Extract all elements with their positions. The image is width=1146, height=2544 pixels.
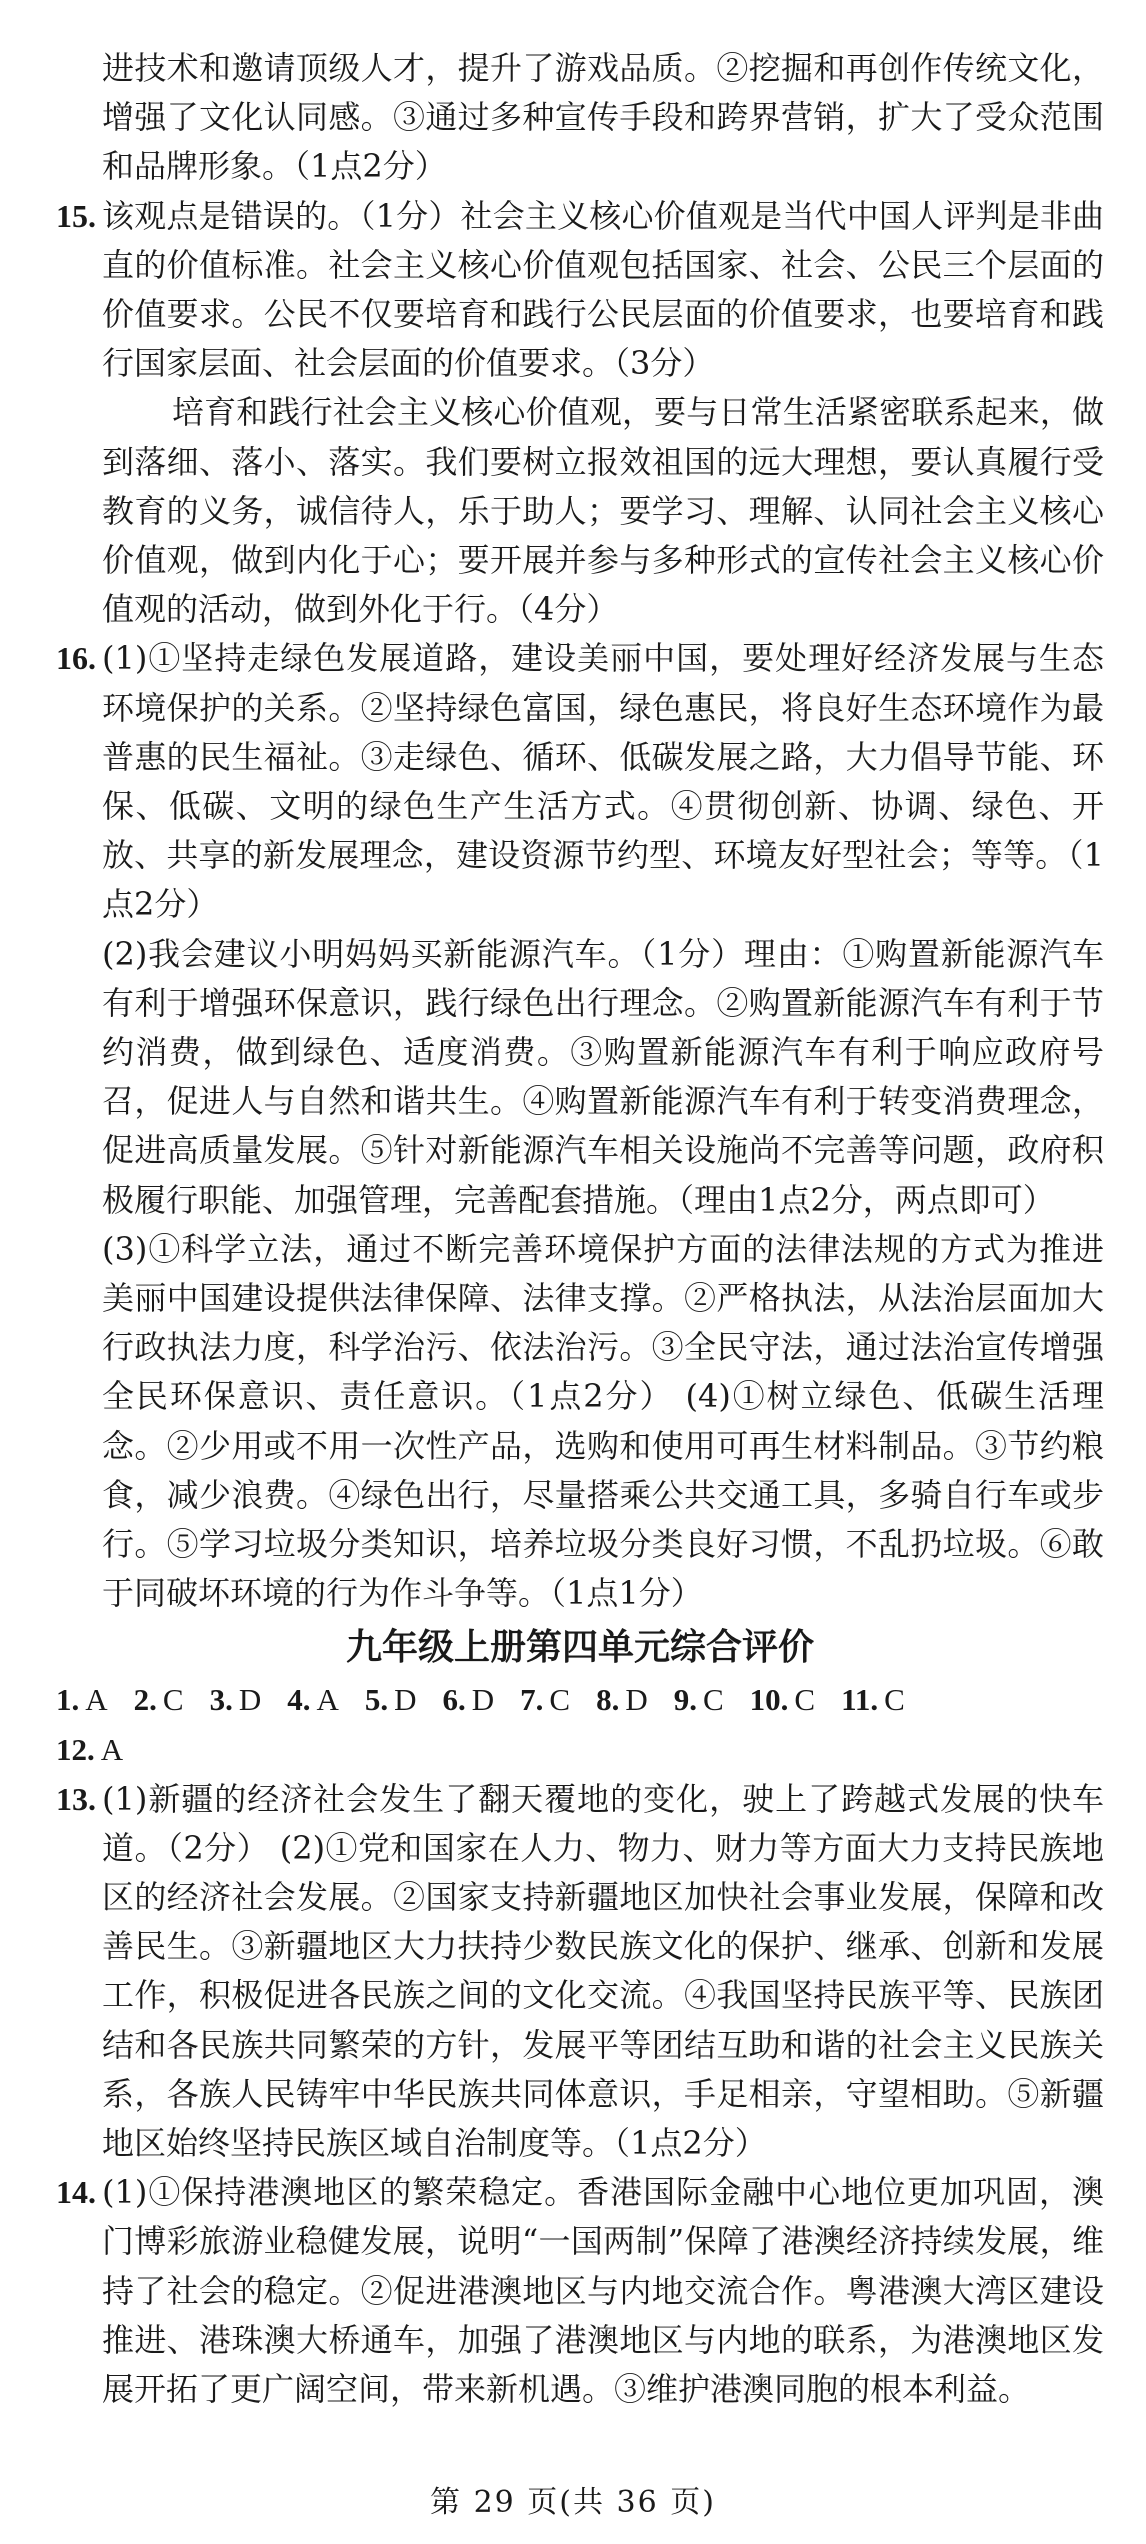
question-number: 16. xyxy=(56,640,96,677)
question-number: 14. xyxy=(56,2174,96,2211)
section-title: 九年级上册第四单元综合评价 xyxy=(345,1626,814,1668)
choice-answer: 6. D xyxy=(442,1681,495,1717)
question-14 xyxy=(56,2168,1104,2414)
choice-answers-row-2 xyxy=(56,1725,1104,1775)
q14-text: (1)①保持港澳地区的繁荣稳定。香港国际金融中心地位更加巩固，澳门博彩旅游业稳健发展，说明“一国两制”保障了港澳经济持续发展，维持了社会的稳定。②促进港澳地区与内地交流合作。粤港澳大湾区建设推进、港珠澳大桥通车，加强了港澳地区与内地的联系，为港澳地区发展开拓了更广阔空间，带来新机遇。③维护港澳同胞的根本利益。 xyxy=(102,2173,1104,2408)
question-16 xyxy=(56,634,1104,1618)
choice-answer: 2. C xyxy=(133,1681,184,1717)
choice-answer: 12. A xyxy=(56,1731,124,1767)
choice-answer: 5. D xyxy=(364,1681,417,1717)
q14-prev-continuation: 进技术和邀请顶级人才，提升了游戏品质。②挖掘和再创作传统文化，增强了文化认同感。③通过多种宣传手段和跨界营销，扩大了受众范围和品牌形象。（1点2分） xyxy=(102,49,1104,186)
q16-part-3: (3)①科学立法，通过不断完善环境保护方面的法律法规的方式为推进美丽中国建设提供法律保障、法律支撑。②严格执法，从法治层面加大行政执法力度，科学治污、依法治污。③全民守法，通过法治宣传增强全民环保意识、责任意识。（1点2分） (4)①树立绿色、低碳生活理念。②少用或不用一次性产品，选购和使用可再生材料制品。③节约粮食，减少浪费。④绿色出行，尽量搭乘公共交通工具，多骑自行车或步行。⑤学习垃圾分类知识，培养垃圾分类良好习惯，不乱扔垃圾。⑥敢于同破坏环境的行为作斗争等。（1点1分） xyxy=(102,1229,1104,1613)
question-16-body xyxy=(102,634,1104,1618)
choice-answers-row-1 xyxy=(56,1675,1104,1725)
page-footer: 第 29 页(共 36 页) xyxy=(430,2485,716,2520)
choice-answer: 9. C xyxy=(673,1681,724,1717)
question-number: 13. xyxy=(56,1780,96,1817)
question-number: 15. xyxy=(56,197,96,234)
q16-part-1: (1)①坚持走绿色发展道路，建设美丽中国，要处理好经济发展与生态环境保护的关系。②坚持绿色富国，绿色惠民，将良好生态环境作为最普惠的民生福祉。③走绿色、循环、低碳发展之路，大力倡导节能、环保、低碳、文明的绿色生产生活方式。④贯彻创新、协调、绿色、开放、共享的新发展理念，建设资源节约型、环境友好型社会；等等。（1点2分） xyxy=(102,639,1104,924)
q15-paragraph-2: 培育和践行社会主义核心价值观，要与日常生活紧密联系起来，做到落细、落小、落实。我们要树立报效祖国的远大理想，要认真履行受教育的义务，诚信待人，乐于助人；要学习、理解、认同社会主义核心价值观，做到内化于心；要开展并参与多种形式的宣传社会主义核心价值观的活动，做到外化于行。（4分） xyxy=(102,393,1104,629)
question-14-body xyxy=(102,2168,1104,2414)
choice-answer: 11. C xyxy=(841,1681,905,1717)
choice-answer: 8. D xyxy=(596,1681,648,1717)
choice-answer: 7. C xyxy=(520,1681,571,1717)
q15-paragraph-1: 该观点是错误的。（1分）社会主义核心价值观是当代中国人评判是非曲直的价值标准。社会主义核心价值观包括国家、社会、公民三个层面的价值要求。公民不仅要培育和践行公民层面的价值要求，也要培育和践行国家层面、社会层面的价值要求。（3分） xyxy=(102,196,1104,383)
choice-answer: 10. C xyxy=(749,1681,816,1717)
choice-answer: 3. D xyxy=(209,1681,262,1717)
q16-part-2: (2)我会建议小明妈妈买新能源汽车。（1分）理由：①购置新能源汽车有利于增强环保意识，践行绿色出行理念。②购置新能源汽车有利于节约消费，做到绿色、适度消费。③购置新能源汽车有利于响应政府号召，促进人与自然和谐共生。④购置新能源汽车有利于转变消费理念，促进高质量发展。⑤针对新能源汽车相关设施尚不完善等问题，政府积极履行职能、加强管理，完善配套措施。（理由1点2分，两点即可） xyxy=(102,934,1104,1219)
choice-answer: 1. A xyxy=(56,1681,108,1717)
question-15-body xyxy=(102,192,1104,389)
question-13-body xyxy=(102,1775,1104,2169)
choice-answer: 4. A xyxy=(287,1681,339,1717)
question-13 xyxy=(56,1775,1104,2169)
question-15 xyxy=(56,192,1104,389)
q13-text: (1)新疆的经济社会发生了翻天覆地的变化，驶上了跨越式发展的快车道。（2分） (2)①党和国家在人力、物力、财力等方面大力支持民族地区的经济社会发展。②国家支持新疆地区加快社会事业发展，保障和改善民生。③新疆地区大力扶持少数民族文化的保护、继承、创新和发展工作，积极促进各民族之间的文化交流。④我国坚持民族平等、民族团结和各民族共同繁荣的方针，发展平等团结互助和谐的社会主义民族关系，各族人民铸牢中华民族共同体意识，手足相亲，守望相助。⑤新疆地区始终坚持民族区域自治制度等。（1点2分） xyxy=(102,1779,1104,2162)
